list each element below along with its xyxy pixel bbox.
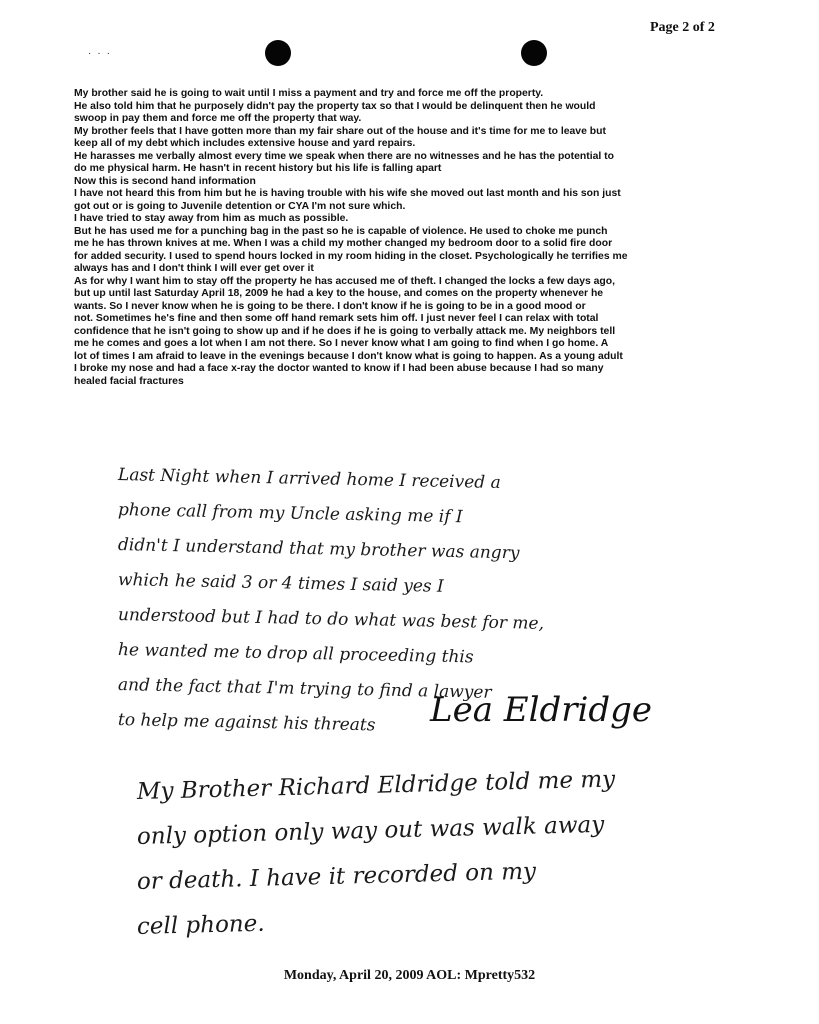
typed-line: me he has thrown knives at me. When I was a child my mother changed my bedroom door to a solid fire door xyxy=(74,238,613,249)
handwritten-line: cell phone. xyxy=(136,910,265,940)
typed-line: always has and I don't think I will ever get over it xyxy=(74,263,314,274)
page-number: Page 2 of 2 xyxy=(650,20,715,35)
typed-line: swoop in pay them and force me off the property that way. xyxy=(74,113,362,124)
typed-line: keep all of my debt which includes extensive house and yard repairs. xyxy=(74,138,416,149)
typed-line: lot of times I am afraid to leave in the evenings because I don't know what is going to happen. As a young adult xyxy=(74,350,623,362)
typed-line: healed facial fractures xyxy=(74,375,184,387)
handwritten-line: phone call from my Uncle asking me if I xyxy=(117,500,463,528)
typed-line: got out or is going to Juvenile detention or CYA I'm not sure which. xyxy=(74,200,406,212)
typed-line: wants. So I never know when he is going to be there. I don't know if he is going to be in a good mood or xyxy=(74,300,586,312)
handwritten-line: to help me against his threats xyxy=(117,710,376,736)
typed-line: He harasses me verbally almost every time we speak when there are no witnesses and he has the potential to xyxy=(74,150,614,162)
punch-hole-right xyxy=(521,40,547,66)
handwritten-line: My Brother Richard Eldridge told me my xyxy=(136,766,616,805)
handwritten-line: he wanted me to drop all proceeding this xyxy=(117,640,474,668)
typed-line: for added security. I used to spend hours locked in my room hiding in the closet. Psychologically he terrifies me xyxy=(74,250,628,262)
typed-line: He also told him that he purposely didn't pay the property tax so that I would be delinquent then he would xyxy=(74,100,596,112)
handwritten-note-threat xyxy=(136,766,616,950)
typed-line: not. Sometimes he's fine and then some off hand remark sets him off. I just never feel I can relax with total xyxy=(74,313,599,324)
typed-line: confidence that he isn't going to show up and if he does if he is going to verbally attack me. My neighbors tell xyxy=(74,325,616,337)
handwritten-line: understood but I had to do what was best for me, xyxy=(117,605,545,634)
typed-line: As for why I want him to stay off the property he has accused me of theft. I changed the locks a few days ago, xyxy=(74,275,616,287)
handwritten-line: or death. I have it recorded on my xyxy=(136,858,537,895)
typed-line: do me physical harm. He hasn't in recent history but his life is falling apart xyxy=(74,163,442,174)
typed-line: I have tried to stay away from him as much as possible. xyxy=(74,213,349,224)
typed-line: My brother feels that I have gotten more than my fair share out of the house and it's time for me to leave but xyxy=(74,125,606,137)
handwritten-line: Last Night when I arrived home I received a xyxy=(117,465,501,494)
typed-line: Now this is second hand information xyxy=(74,175,256,187)
fax-footer: Monday, April 20, 2009 AOL: Mpretty532 xyxy=(283,968,536,983)
typed-line: I have not heard this from him but he is having trouble with his wife she moved out last month and his son just xyxy=(74,188,621,199)
handwritten-line: which he said 3 or 4 times I said yes I xyxy=(117,570,444,597)
punch-hole-left xyxy=(265,40,291,66)
typed-line: But he has used me for a punching bag in the past so he is capable of violence. He used to choke me punch xyxy=(74,225,608,237)
handwritten-line: only option only way out was walk away xyxy=(136,811,605,850)
typed-line: I broke my nose and had a face x-ray the doctor wanted to know if I had been abuse because I had so many xyxy=(74,363,604,374)
typed-line: but up until last Saturday April 18, 2009 he had a key to the house, and comes on the property whenever he xyxy=(74,288,604,299)
handwritten-line: didn't I understand that my brother was angry xyxy=(117,535,520,564)
signature: Lea Eldridge xyxy=(430,690,653,730)
handwritten-line: and the fact that I'm trying to find a lawyer xyxy=(117,675,492,703)
typed-line: My brother said he is going to wait until I miss a payment and try and force me off the property. xyxy=(74,88,544,99)
typed-statement xyxy=(74,88,734,388)
scan-specks: ·​·​· xyxy=(88,48,116,59)
typed-line: me he comes and goes a lot when I am not there. So I never know what I am going to find when I go home. A xyxy=(74,338,609,349)
